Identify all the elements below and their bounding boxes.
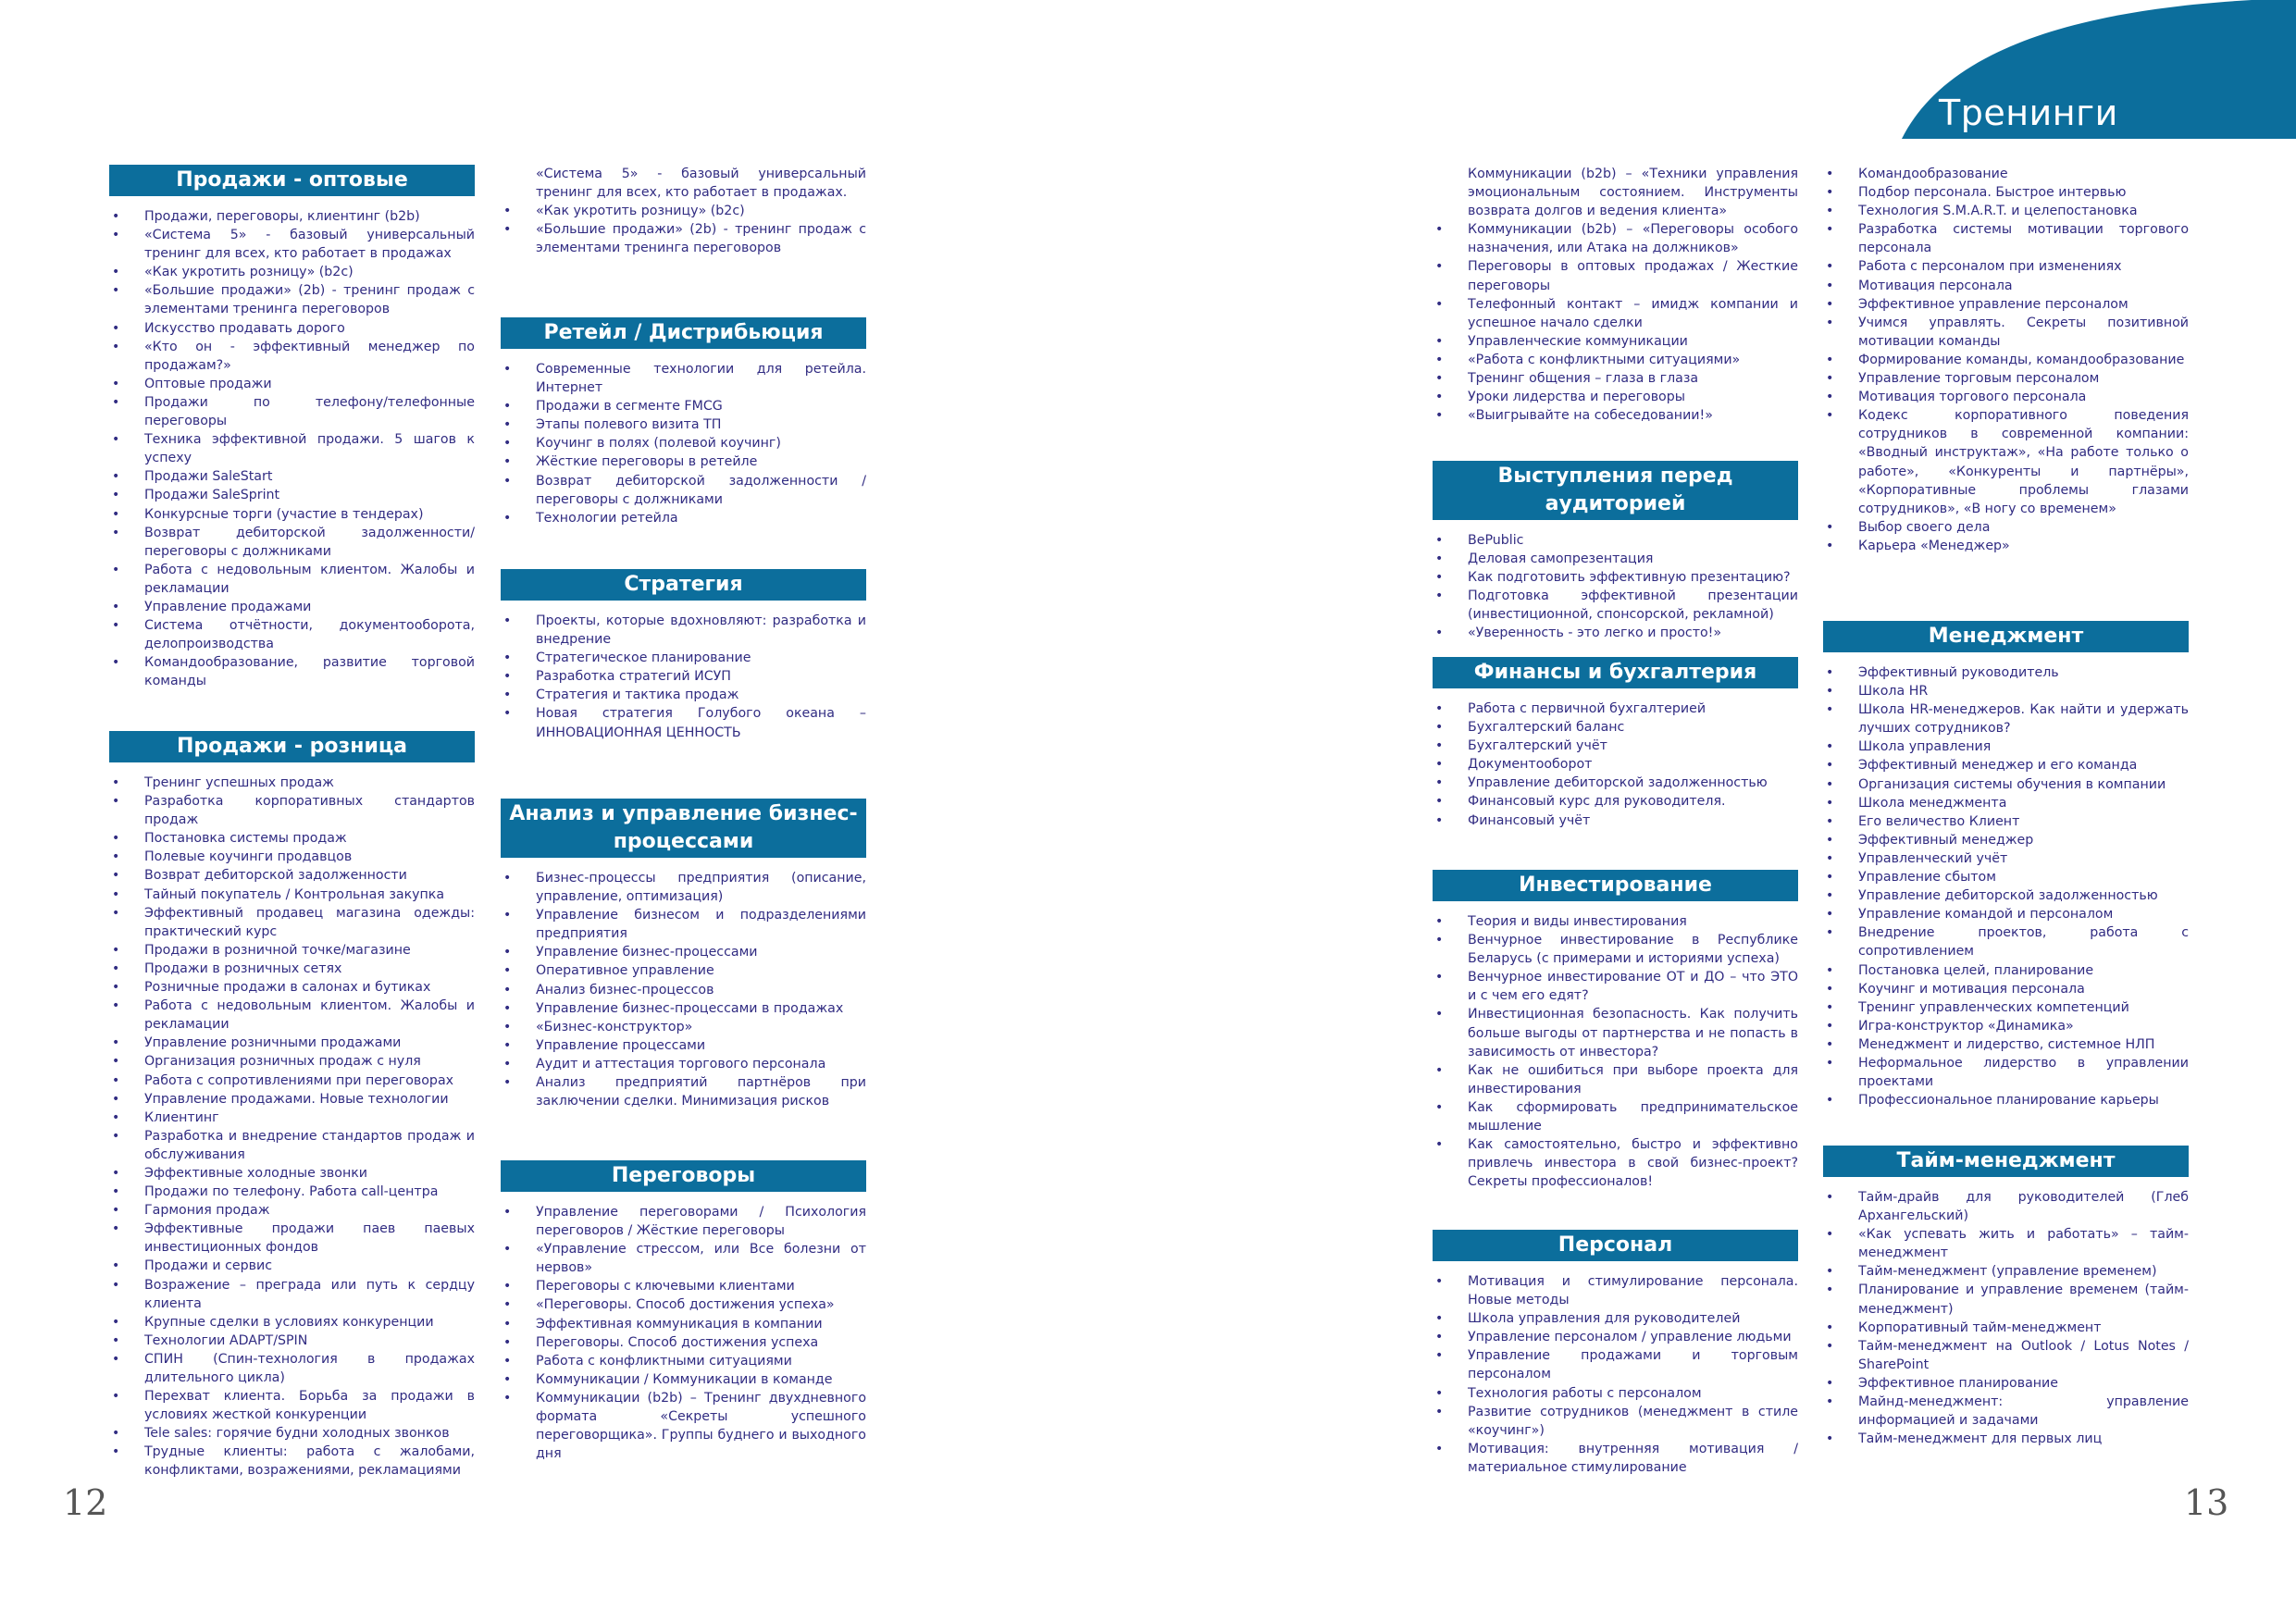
section-title: Ретейл / Дистрибьюция [501,317,866,349]
list-item: • Анализ предприятий партнёров при заключении сделки. Минимизация рисков [501,1073,866,1110]
list-item: • Финансовый курс для руководителя. [1433,792,1798,811]
section [109,165,475,690]
list-item: • Эффективный менеджер [1823,831,2189,849]
list-item: • Внедрение проектов, работа с сопротивлением [1823,923,2189,960]
list-item: • «Бизнес-конструктор» [501,1018,866,1036]
list-item: • Эффективные продажи паев паевых инвестиционных фондов [109,1220,475,1257]
page-number-right: 13 [2184,1482,2229,1523]
list-item: • Формирование команды, командообразование [1823,351,2189,369]
list-item: • Школа управления для руководителей [1433,1309,1798,1328]
list-item: • «Как укротить розницу» (b2c) [109,263,475,281]
list-item: • Продажи SaleStart [109,467,475,486]
section-list [1433,700,1798,830]
list-item: • Как сформировать предпринимательское мышление [1433,1098,1798,1135]
list-item: • Коммуникации (b2b) – «Переговоры особого назначения, или Атака на должников» [1433,220,1798,257]
list-item: • Как подготовить эффективную презентацию? [1433,568,1798,587]
list-item: • Подготовка эффективной презентации (инвестиционной, спонсорской, рекламной) [1433,587,1798,624]
list-item: • Инвестиционная безопасность. Как получить больше выгоды от партнерства и не попасть в зависимость от инвестора? [1433,1005,1798,1060]
list-item: • Работа с сопротивлениями при переговорах [109,1072,475,1090]
list-item: • Переговоры с ключевыми клиентами [501,1277,866,1295]
list-item: • Корпоративный тайм-менеджмент [1823,1319,2189,1337]
list-item: • Возражение – преграда или путь к сердцу клиента [109,1276,475,1313]
list-item: • Управленческий учёт [1823,849,2189,868]
section-title: Анализ и управление бизнес-процессами [501,799,866,858]
list-item: • Управление процессами [501,1036,866,1055]
list-item: • Бухгалтерский баланс [1433,718,1798,737]
list-item: • Управление сбытом [1823,868,2189,886]
list-item: • Новая стратегия Голубого океана – ИННОВАЦИОННАЯ ЦЕННОСТЬ [501,704,866,741]
section-list [501,869,866,1110]
section-title: Переговоры [501,1160,866,1192]
list-item: • Работа с персоналом при изменениях [1823,257,2189,276]
section-list [1433,912,1798,1191]
list-item: • Управление командой и персоналом [1823,905,2189,923]
list-item: • Гармония продаж [109,1201,475,1220]
section-title: Менеджмент [1823,621,2189,652]
column-2 [501,165,866,1462]
list-item: • Коммуникации (b2b) – Тренинг двухдневного формата «Секреты успешного переговорщика». Группы буднего и выходного дня [501,1389,866,1463]
list-item: • Управление продажами [109,598,475,616]
section [1433,1230,1798,1477]
list-item: • Телефонный контакт – имидж компании и успешное начало сделки [1433,295,1798,332]
list-item: • Жёсткие переговоры в ретейле [501,452,866,471]
section-list [1433,531,1798,643]
list-item: • Командообразование [1823,165,2189,183]
list-item: • Бизнес-процессы предприятия (описание, управление, оптимизация) [501,869,866,906]
list-item: • Управление продажами и торговым персоналом [1433,1346,1798,1383]
list-item: • Техника эффективной продажи. 5 шагов к успеху [109,430,475,467]
section [1433,657,1798,830]
list-item: • Тайм-драйв для руководителей (Глеб Архангельский) [1823,1188,2189,1225]
section-list [501,360,866,527]
section-title: Выступления перед аудиторией [1433,461,1798,520]
column-4 [1823,165,2189,1447]
list-item: • «Переговоры. Способ достижения успеха» [501,1295,866,1314]
section [109,731,475,1481]
section-list [1823,1188,2189,1448]
list-item: • Продажи, переговоры, клиентинг (b2b) [109,207,475,226]
list-item: • Работа с конфликтными ситуациями [501,1352,866,1370]
list-item: • «Выигрывайте на собеседовании!» [1433,406,1798,425]
list-item: • Tele sales: горячие будни холодных звонков [109,1424,475,1443]
list-item: • Переговоры. Способ достижения успеха [501,1333,866,1352]
list-item: • Управление бизнес-процессами в продажах [501,999,866,1018]
section-list [501,612,866,742]
section-title: Продажи - розница [109,731,475,762]
list-item: • Игра-конструктор «Динамика» [1823,1017,2189,1035]
list-item: • Продажи SaleSprint [109,486,475,504]
list-item: • Эффективная коммуникация в компании [501,1315,866,1333]
list-item: • «Система 5» - базовый универсальный тренинг для всех, кто работает в продажах [109,226,475,263]
list-item: • Венчурное инвестирование ОТ и ДО – что ЭТО и с чем его едят? [1433,968,1798,1005]
list-item: • Работа с первичной бухгалтерией [1433,700,1798,718]
list-item: • Школа HR [1823,682,2189,700]
list-item: • Планирование и управление временем (тайм-менеджмент) [1823,1281,2189,1318]
list-item: • Менеджмент и лидерство, системное НЛП [1823,1035,2189,1054]
list-item: • Разработка стратегий ИСУП [501,667,866,686]
list-item: • Документооборот [1433,755,1798,774]
list-item: • Управление торговым персоналом [1823,369,2189,388]
section-title: Инвестирование [1433,870,1798,901]
list-item: • Управление бизнесом и подразделениями предприятия [501,906,866,943]
list-item: • Как самостоятельно, быстро и эффективно привлечь инвестора в свой бизнес-проект? Секреты профессионалов! [1433,1135,1798,1191]
list-item: • Технология S.M.A.R.T. и целепостановка [1823,202,2189,220]
list-item: • Возврат дебиторской задолженности/переговоры с должниками [109,524,475,561]
section [501,799,866,1110]
list-item: • Школа менеджмента [1823,794,2189,812]
continued-list [501,165,866,257]
list-item: • Технологии ADAPT/SPIN [109,1332,475,1350]
section-title: Продажи - оптовые [109,165,475,196]
list-item: • Эффективный менеджер и его команда [1823,756,2189,774]
list-item: • Разработка системы мотивации торгового персонала [1823,220,2189,257]
list-item: • Система отчётности, документооборота, делопроизводства [109,616,475,653]
list-item: • Продажи в розничной точке/магазине [109,941,475,960]
list-item: • Коучинг и мотивация персонала [1823,980,2189,998]
list-item: • Учимся управлять. Секреты позитивной мотивации команды [1823,314,2189,351]
list-item: • Управление переговорами / Психология переговоров / Жёсткие переговоры [501,1203,866,1240]
list-item: • Коммуникации / Коммуникации в команде [501,1370,866,1389]
list-item: • Профессиональное планирование карьеры [1823,1091,2189,1109]
list-item: • Управленческие коммуникации [1433,332,1798,351]
section [501,317,866,527]
list-item: • «Работа с конфликтными ситуациями» [1433,351,1798,369]
list-item: • Школа управления [1823,737,2189,756]
list-item: • Мотивация торгового персонала [1823,388,2189,406]
section [1823,621,2189,1109]
list-item: • «Как успевать жить и работать» – тайм-менеджмент [1823,1225,2189,1262]
section-list [501,1203,866,1463]
list-item: • Эффективное управление персоналом [1823,295,2189,314]
list-item: • Стратегическое планирование [501,649,866,667]
list-item: • Постановка целей, планирование [1823,961,2189,980]
column-3 [1433,165,1798,1475]
list-item: • Тайный покупатель / Контрольная закупка [109,886,475,904]
list-item: • Организация розничных продаж с нуля [109,1052,475,1071]
list-item: • «Большие продажи» (2b) - тренинг продаж с элементами тренинга переговоров [109,281,475,318]
list-item: • Подбор персонала. Быстрое интервью [1823,183,2189,202]
list-item: • Работа с недовольным клиентом. Жалобы и рекламации [109,997,475,1034]
list-item: • Тайм-менеджмент для первых лиц [1823,1430,2189,1448]
list-item: • Тренинг успешных продаж [109,774,475,792]
list-item: • Управление бизнес-процессами [501,943,866,961]
list-item: • «Как укротить розницу» (b2c) [501,202,866,220]
section [1433,461,1798,643]
section-list [109,207,475,690]
list-item: • Управление дебиторской задолженностью [1433,774,1798,792]
list-item: • Анализ бизнес-процессов [501,981,866,999]
list-item: • Возврат дебиторской задолженности [109,866,475,885]
list-item: • Конкурсные торги (участие в тендерах) [109,505,475,524]
section-title: Тайм-менеджмент [1823,1146,2189,1177]
list-item: • Этапы полевого визита ТП [501,415,866,434]
section-list [1823,663,2189,1109]
list-item: • Командообразование, развитие торговой команды [109,653,475,690]
section-title: Стратегия [501,569,866,601]
section [1823,1146,2189,1448]
list-item: • Венчурное инвестирование в Республике Беларусь (с примерами и историями успеха) [1433,931,1798,968]
list-item: • Клиентинг [109,1109,475,1127]
list-item: • Тренинг общения – глаза в глаза [1433,369,1798,388]
list-item: • «Кто он - эффективный менеджер по продажам?» [109,338,475,375]
list-item: • Карьера «Менеджер» [1823,537,2189,555]
list-item: • Кодекс корпоративного поведения сотрудников в современной компании: «Вводный инструктаж», «На работе только о работе», «Конкуренты и партнёры», «Корпоративные проблемы глазами сотрудников», «В ногу со временем» [1823,406,2189,518]
list-item: • Управление продажами. Новые технологии [109,1090,475,1109]
section-title: Финансы и бухгалтерия [1433,657,1798,688]
continued-list [1433,165,1798,425]
list-item: • Оперативное управление [501,961,866,980]
list-item: • Как не ошибиться при выборе проекта для инвестирования [1433,1061,1798,1098]
list-item: • Мотивация персонала [1823,277,2189,295]
list-item: • Управление персоналом / управление людьми [1433,1328,1798,1346]
list-item: • Перехват клиента. Борьба за продажи в условиях жесткой конкуренции [109,1387,475,1424]
list-item: • СПИН (Спин-технология в продажах длительного цикла) [109,1350,475,1387]
list-item: • Розничные продажи в салонах и бутиках [109,978,475,997]
list-item: • Развитие сотрудников (менеджмент в стиле «коучинг») [1433,1403,1798,1440]
list-item: • Школа HR-менеджеров. Как найти и удержать лучших сотрудников? [1823,700,2189,737]
list-item: • Проекты, которые вдохновляют: разработка и внедрение [501,612,866,649]
list-item: • Продажи и сервис [109,1257,475,1275]
list-item: «Система 5» - базовый универсальный тренинг для всех, кто работает в продажах. [536,167,866,201]
list-item: • «Большие продажи» (2b) - тренинг продаж с элементами тренинга переговоров [501,220,866,257]
list-item: • «Уверенность - это легко и просто!» [1433,624,1798,642]
section-list [1433,1272,1798,1477]
list-item: • Бухгалтерский учёт [1433,737,1798,755]
continued-list [1823,165,2189,555]
list-item: • Мотивация и стимулирование персонала. Новые методы [1433,1272,1798,1309]
list-item: • Оптовые продажи [109,375,475,393]
list-item: • Стратегия и тактика продаж [501,686,866,704]
list-item: • Продажи в розничных сетях [109,960,475,978]
list-item: • Постановка системы продаж [109,829,475,848]
list-item: • Эффективный руководитель [1823,663,2189,682]
list-item: • Тренинг управленческих компетенций [1823,998,2189,1017]
section [1433,870,1798,1191]
list-item: • Неформальное лидерство в управлении проектами [1823,1054,2189,1091]
section [501,1160,866,1463]
list-item: • Тайм-менеджмент (управление временем) [1823,1262,2189,1281]
list-item: • Тайм-менеджмент на Outlook / Lotus Notes / SharePoint [1823,1337,2189,1374]
list-item: • Искусство продавать дорого [109,319,475,338]
list-item: • Аудит и аттестация торгового персонала [501,1055,866,1073]
list-item: • Технология работы с персоналом [1433,1384,1798,1403]
list-item: • Теория и виды инвестирования [1433,912,1798,931]
list-item: • Выбор своего дела [1823,518,2189,537]
list-item: • «Управление стрессом, или Все болезни от нервов» [501,1240,866,1277]
list-item: • Майнд-менеджмент: управление информацией и задачами [1823,1393,2189,1430]
page-number-left: 12 [63,1482,108,1523]
list-item: • Управление розничными продажами [109,1034,475,1052]
list-item: • Эффективный продавец магазина одежды: практический курс [109,904,475,941]
list-item: • Переговоры в оптовых продажах / Жесткие переговоры [1433,257,1798,294]
list-item: • Деловая самопрезентация [1433,550,1798,568]
list-item: • Эффективное планирование [1823,1374,2189,1393]
list-item: • Технологии ретейла [501,509,866,527]
list-item: • Продажи по телефону. Работа call-центра [109,1183,475,1201]
list-item: • Уроки лидерства и переговоры [1433,388,1798,406]
list-item: • Финансовый учёт [1433,812,1798,830]
list-item: • Продажи по телефону/телефонные переговоры [109,393,475,430]
section-tab-title: Тренинги [1939,93,2118,133]
list-item: • Разработка и внедрение стандартов продаж и обслуживания [109,1127,475,1164]
list-item: • Современные технологии для ретейла. Интернет [501,360,866,397]
list-item: • Эффективные холодные звонки [109,1164,475,1183]
section-title: Персонал [1433,1230,1798,1261]
section [501,569,866,742]
list-item: • Полевые коучинги продавцов [109,848,475,866]
list-item: • Его величество Клиент [1823,812,2189,831]
list-item: • Разработка корпоративных стандартов продаж [109,792,475,829]
list-item: • Работа с недовольным клиентом. Жалобы и рекламации [109,561,475,598]
list-item: • BePublic [1433,531,1798,550]
list-item: • Организация системы обучения в компании [1823,775,2189,794]
list-item: Коммуникации (b2b) – «Техники управления эмоциональным состоянием. Инструменты возврата долгов и ведения клиента» [1468,167,1798,219]
list-item: • Управление дебиторской задолженностью [1823,886,2189,905]
list-item: • Трудные клиенты: работа с жалобами, конфликтами, возражениями, рекламациями [109,1443,475,1480]
list-item: • Крупные сделки в условиях конкуренции [109,1313,475,1332]
list-item: • Мотивация: внутренняя мотивация / материальное стимулирование [1433,1440,1798,1477]
list-item: • Возврат дебиторской задолженности / переговоры с должниками [501,472,866,509]
list-item: • Продажи в сегменте FMCG [501,397,866,415]
section-list [109,774,475,1481]
list-item: • Коучинг в полях (полевой коучинг) [501,434,866,452]
